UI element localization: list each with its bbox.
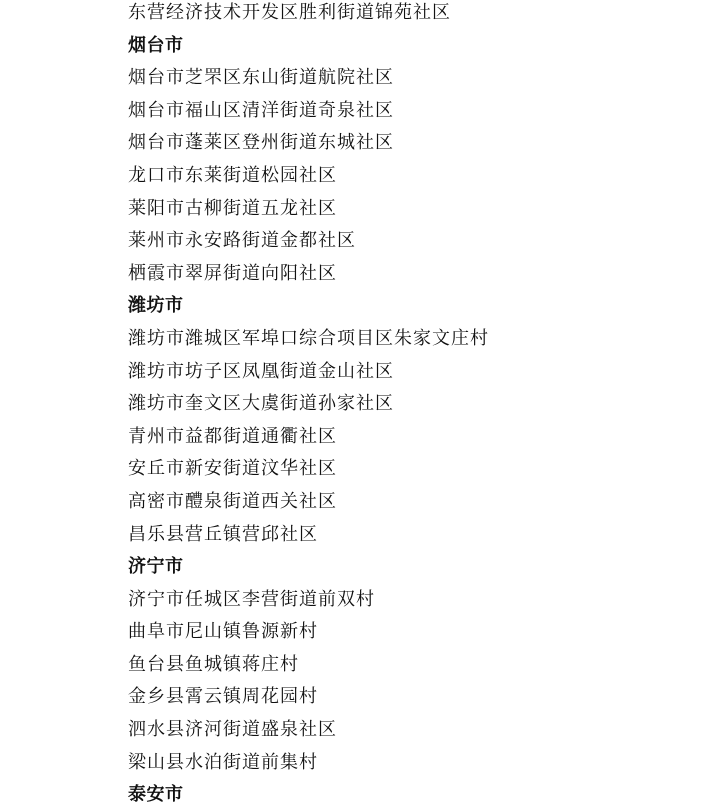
- list-item: 梁山县水泊街道前集村: [128, 751, 318, 773]
- list-item: 龙口市东莱街道松园社区: [128, 164, 337, 186]
- list-item: 济宁市任城区李营街道前双村: [128, 588, 375, 610]
- list-item: 高密市醴泉街道西关社区: [128, 490, 337, 512]
- document-body: [128, 0, 708, 812]
- list-item: 青州市益都街道通衢社区: [128, 425, 337, 447]
- list-item: 安丘市新安街道汶华社区: [128, 458, 337, 480]
- city-heading: 烟台市: [128, 34, 184, 56]
- list-item: 鱼台县鱼城镇蒋庄村: [128, 653, 299, 675]
- list-item: 金乡县霄云镇周花园村: [128, 686, 318, 708]
- list-item: 莱阳市古柳街道五龙社区: [128, 197, 337, 219]
- city-heading: 泰安市: [128, 784, 184, 806]
- list-item: 烟台市芝罘区东山街道航院社区: [128, 67, 394, 89]
- list-item: 栖霞市翠屏街道向阳社区: [128, 262, 337, 284]
- list-item: 潍坊市坊子区凤凰街道金山社区: [128, 360, 394, 382]
- list-item: 东营经济技术开发区胜利街道锦苑社区: [128, 2, 451, 23]
- list-item: 烟台市福山区清洋街道奇泉社区: [128, 99, 394, 121]
- list-item: 烟台市蓬莱区登州街道东城社区: [128, 132, 394, 154]
- list-item: 潍坊市潍城区军埠口综合项目区朱家文庄村: [128, 327, 489, 349]
- city-heading: 济宁市: [128, 556, 184, 578]
- list-item: 泗水县济河街道盛泉社区: [128, 719, 337, 741]
- list-item: 昌乐县营丘镇营邱社区: [128, 523, 318, 545]
- list-item: 潍坊市奎文区大虞街道孙家社区: [128, 393, 394, 415]
- city-heading: 潍坊市: [128, 295, 184, 317]
- list-item: 曲阜市尼山镇鲁源新村: [128, 621, 318, 643]
- list-item: 莱州市永安路街道金都社区: [128, 230, 356, 252]
